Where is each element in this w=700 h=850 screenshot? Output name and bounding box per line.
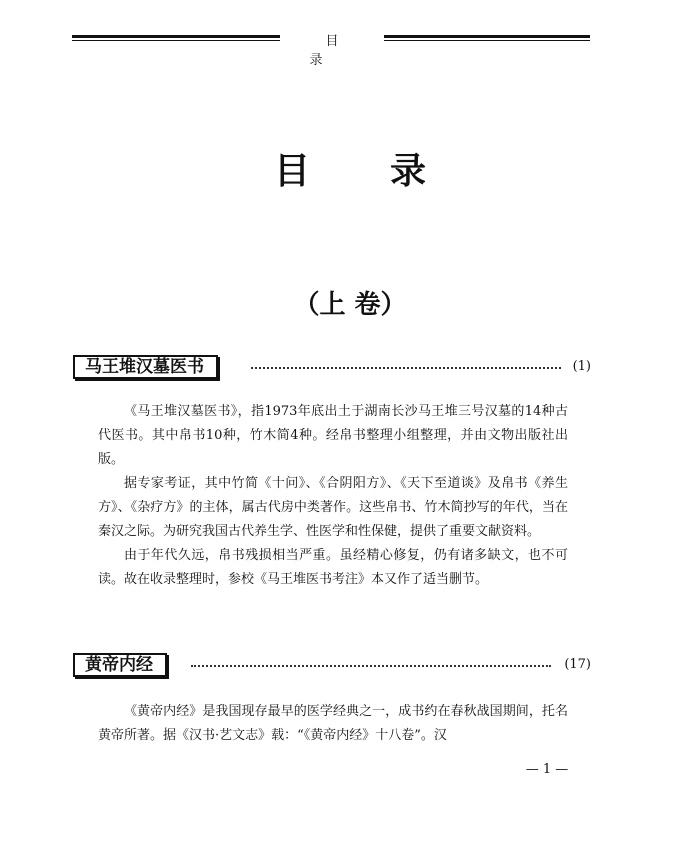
description-paragraph: 《黄帝内经》是我国现存最早的医学经典之一，成书约在春秋战国期间，托名黄帝所著。据《汉书·艺文志》载：“《黄帝内经》十八卷”。汉	[98, 704, 568, 743]
description-paragraph: 《马王堆汉墓医书》，指1973年底出土于湖南长沙马王堆三号汉墓的14种古代医书。其中帛书10种，竹木简4种。经帛书整理小组整理，并由文物出版社出版。	[98, 404, 568, 467]
page-number: — 1 —	[525, 762, 569, 777]
toc-entry-huangdi-neijing[interactable]	[73, 653, 591, 677]
entry-description-huangdi-neijing	[98, 700, 568, 748]
running-header-title: 目录	[309, 34, 371, 68]
toc-entry-page: (17)	[564, 657, 591, 672]
volume-title: （上 卷）	[293, 290, 407, 320]
page-title: 目录	[273, 151, 506, 192]
description-paragraph: 据专家考证，其中竹简《十问》、《合阴阳方》、《天下至道谈》及帛书《养生方》、《杂疗方》的主体，属古代房中类著作。这些帛书、竹木简抄写的年代，当在秦汉之际。为研究我国古代养生学、性医学和性保健，提供了重要文献资料。	[98, 476, 568, 539]
toc-entry-title: 马王堆汉墓医书	[73, 355, 218, 379]
toc-leader-dots	[251, 367, 561, 369]
description-paragraph: 由于年代久远，帛书残损相当严重。虽经精心修复，仍有诸多缺文，也不可读。故在收录整理时，参校《马王堆医书考注》本又作了适当删节。	[98, 548, 568, 587]
running-header	[72, 28, 590, 68]
toc-entry-mawangdui[interactable]	[73, 355, 591, 379]
header-rule-left	[72, 35, 280, 43]
toc-entry-page: (1)	[572, 359, 591, 374]
header-rule-right	[384, 35, 590, 43]
entry-description-mawangdui	[98, 400, 568, 592]
toc-entry-title: 黄帝内经	[73, 653, 167, 677]
toc-leader-dots	[191, 665, 551, 667]
